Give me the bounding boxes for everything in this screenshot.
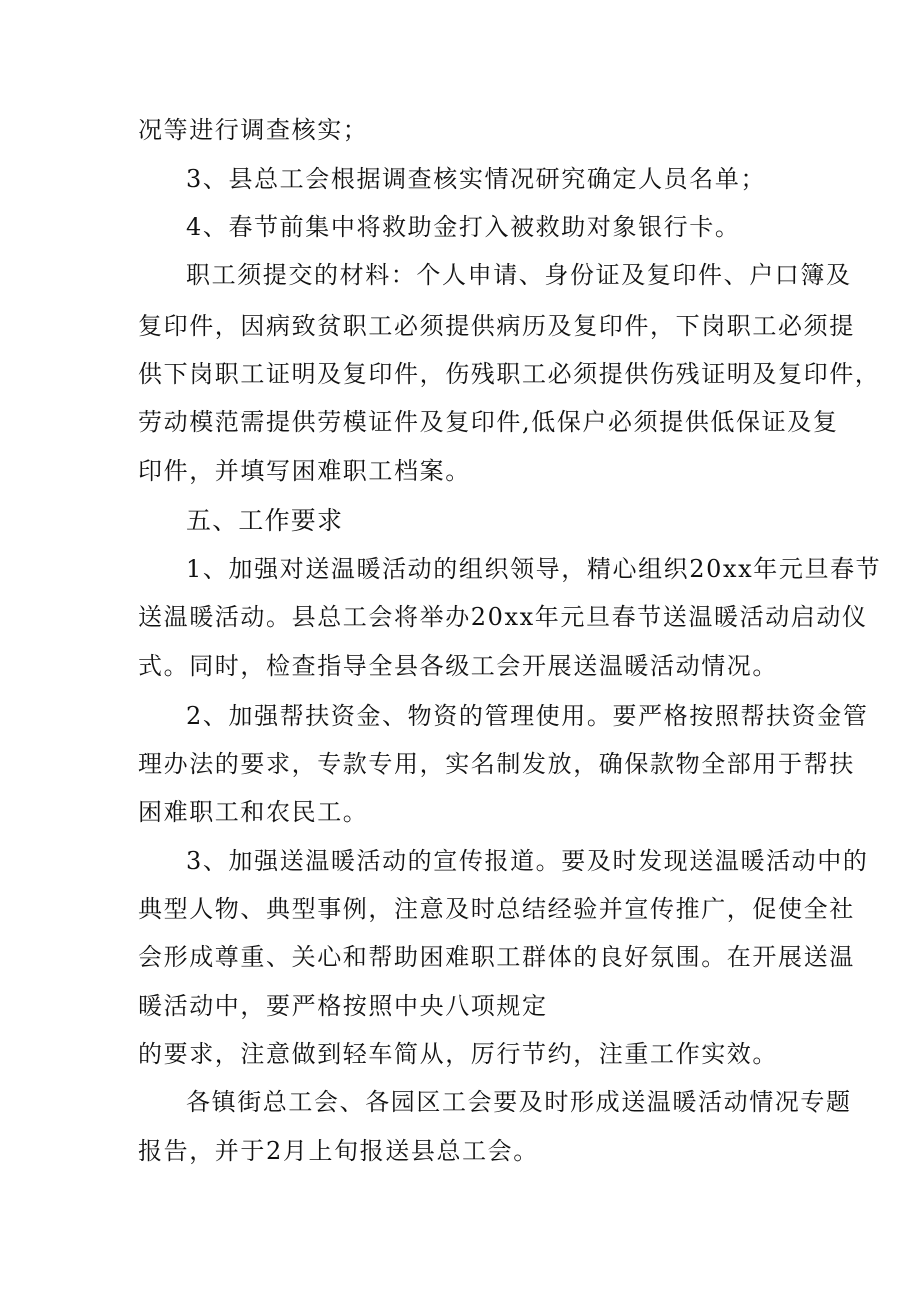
- text-line: 困难职工和农民工。: [138, 798, 369, 826]
- text-line: 送温暖活动。县总工会将举办20xx年元旦春节送温暖活动启动仪: [138, 603, 868, 631]
- text-line: 会形成尊重、关心和帮助困难职工群体的良好氛围。在开展送温: [138, 943, 855, 971]
- text-line: 报告，并于2月上旬报送县总工会。: [138, 1137, 539, 1165]
- text-line: 复印件，因病致贫职工必须提供病历及复印件，下岗职工必须提: [138, 312, 855, 340]
- text-line: 式。同时，检查指导全县各级工会开展送温暖活动情况。: [138, 652, 778, 680]
- text-line: 理办法的要求，专款专用，实名制发放，确保款物全部用于帮扶: [138, 750, 855, 778]
- text-line: 供下岗职工证明及复印件，伤残职工必须提供伤残证明及复印件，: [138, 360, 881, 388]
- list-item-step-4: 4、春节前集中将救助金打入被救助对象银行卡。: [186, 213, 741, 241]
- text-line: 的要求，注意做到轻车简从，厉行节约，注重工作实效。: [138, 1040, 778, 1068]
- text-line: 况等进行调查核实；: [138, 116, 369, 144]
- list-item-requirement-1: 1、加强对送温暖活动的组织领导，精心组织20xx年元旦春节: [186, 555, 882, 583]
- text-line: 典型人物、典型事例，注意及时总结经验并宣传推广，促使全社: [138, 895, 855, 923]
- list-item-requirement-2: 2、加强帮扶资金、物资的管理使用。要严格按照帮扶资金管: [186, 702, 869, 730]
- text-line: 暖活动中，要严格按照中央八项规定: [138, 992, 548, 1020]
- section-heading: 五、工作要求: [186, 506, 344, 535]
- list-item-requirement-3: 3、加强送温暖活动的宣传报道。要及时发现送温暖活动中的: [186, 847, 869, 875]
- list-item-step-3: 3、县总工会根据调查核实情况研究确定人员名单；: [186, 165, 767, 193]
- text-line: 印件，并填写困难职工档案。: [138, 457, 471, 485]
- text-line: 劳动模范需提供劳模证件及复印件,低保户必须提供低保证及复: [138, 408, 839, 436]
- paragraph-materials-start: 职工须提交的材料：个人申请、身份证及复印件、户口簿及: [186, 261, 852, 289]
- paragraph-report: 各镇街总工会、各园区工会要及时形成送温暖活动情况专题: [186, 1088, 852, 1116]
